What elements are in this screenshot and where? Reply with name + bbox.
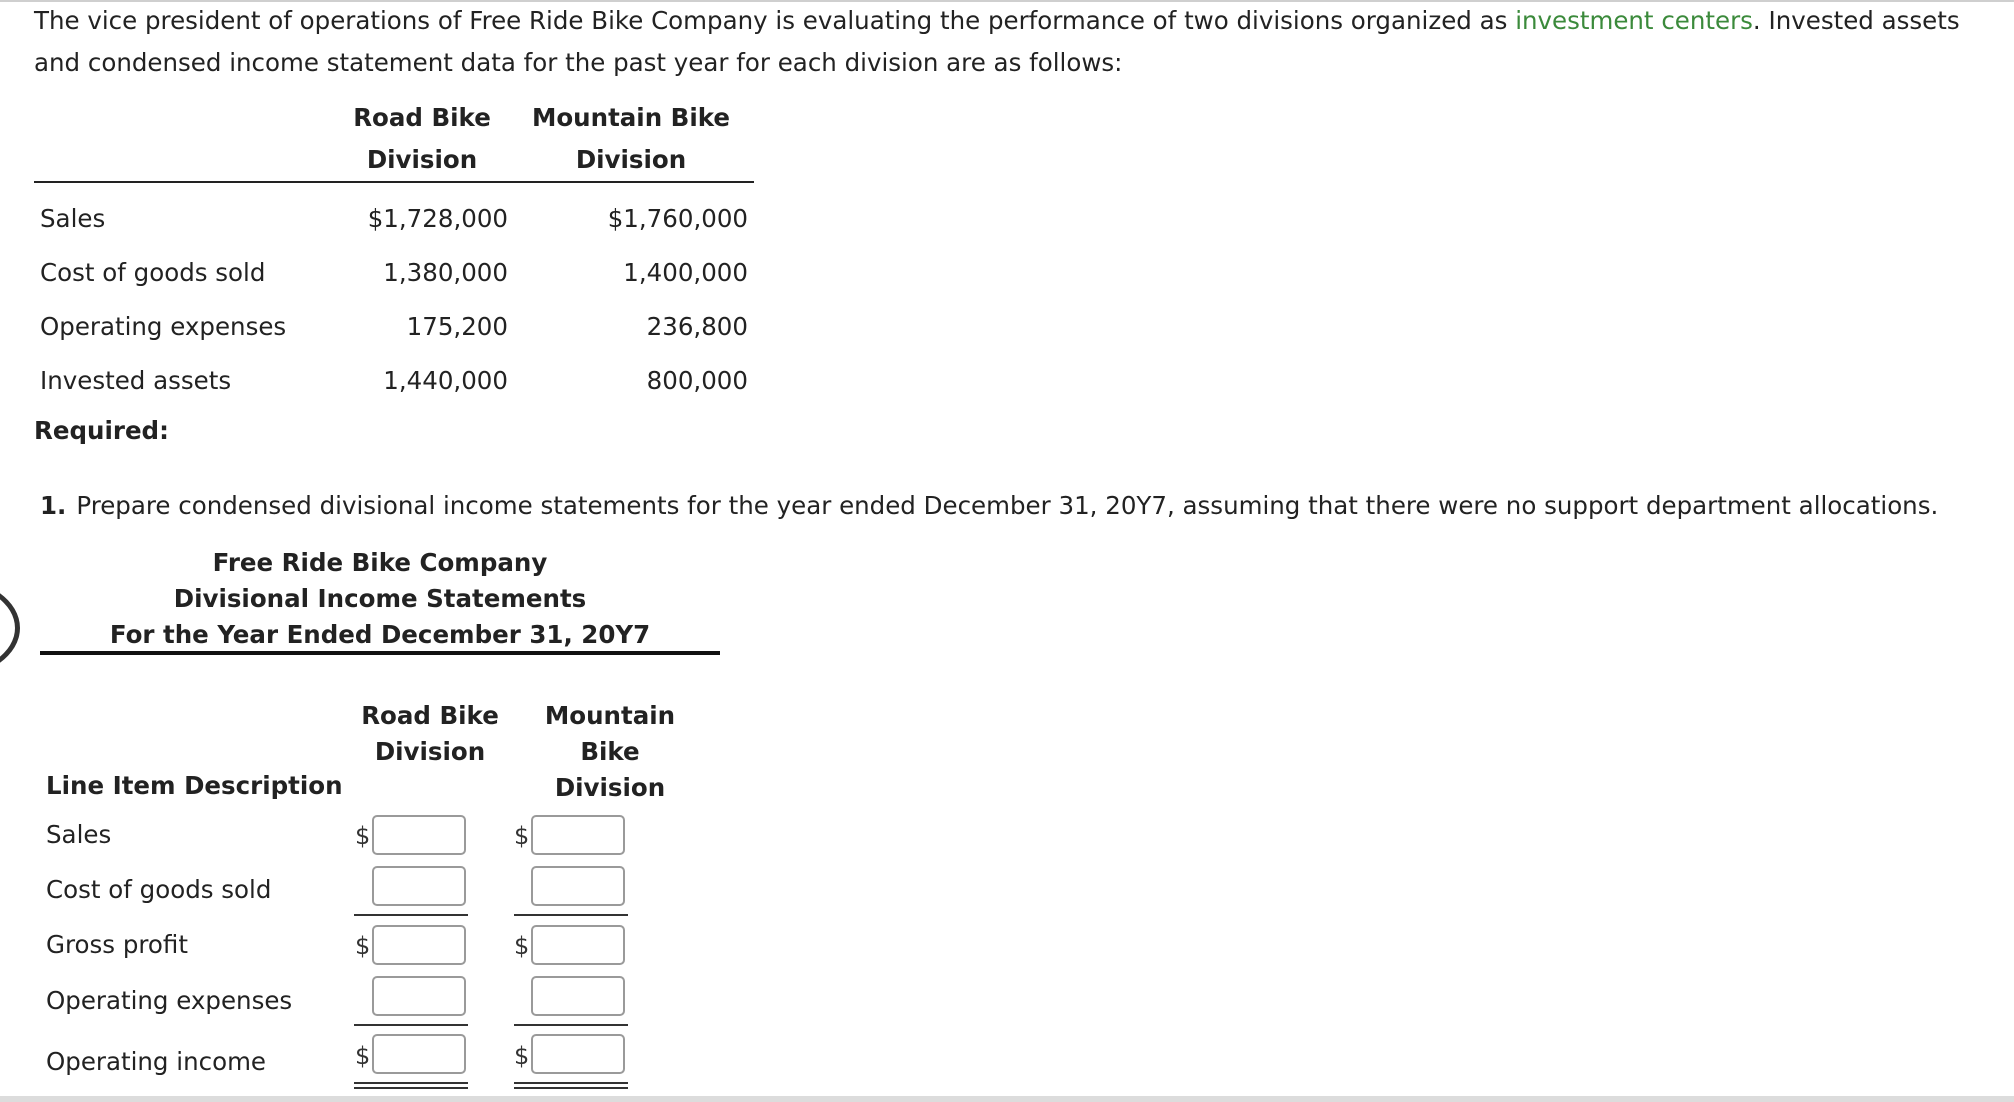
dollar-sign: $ bbox=[355, 822, 371, 850]
operating-income-road-bike-input[interactable] bbox=[372, 1034, 466, 1074]
operating-expenses-mountain-bike-input[interactable] bbox=[531, 976, 625, 1016]
statement-row-label-cogs: Cost of goods sold bbox=[46, 875, 272, 904]
table-row bbox=[34, 245, 754, 299]
road-bike-value: $1,728,000 bbox=[367, 203, 508, 233]
total-double-rule bbox=[354, 1082, 468, 1089]
dollar-sign: $ bbox=[514, 1042, 530, 1070]
nav-circle-icon[interactable] bbox=[0, 578, 20, 678]
bottom-scroll-edge bbox=[0, 1096, 2014, 1102]
road-bike-value: 1,440,000 bbox=[383, 365, 508, 395]
statement-title: Divisional Income Statements bbox=[173, 584, 587, 613]
operating-income-mountain-bike-input[interactable] bbox=[531, 1034, 625, 1074]
road-bike-value: 1,380,000 bbox=[383, 257, 508, 287]
sales-mountain-bike-input[interactable] bbox=[531, 815, 625, 855]
intro-paragraph bbox=[34, 0, 1994, 84]
sales-road-bike-input[interactable] bbox=[372, 815, 466, 855]
row-label: Operating expenses bbox=[40, 311, 287, 341]
required-heading: Required: bbox=[34, 416, 169, 445]
statement-heading-rule bbox=[40, 651, 720, 655]
subtotal-rule bbox=[514, 1024, 628, 1026]
gross-profit-mountain-bike-input[interactable] bbox=[531, 925, 625, 965]
row-label: Invested assets bbox=[40, 365, 232, 395]
dollar-sign: $ bbox=[355, 1042, 371, 1070]
requirement-text: Prepare condensed divisional income statements for the year ended December 31, 20Y7, assuming that there were no support department allocations. bbox=[76, 491, 1939, 520]
statement-col-mountain-bike: Mountain Bike Division bbox=[544, 701, 676, 802]
dollar-sign: $ bbox=[514, 932, 530, 960]
gross-profit-road-bike-input[interactable] bbox=[372, 925, 466, 965]
dollar-sign: $ bbox=[355, 932, 371, 960]
statement-row-label-gross-profit: Gross profit bbox=[46, 930, 188, 959]
intro-text-before: The vice president of operations of Free Ride Bike Company is evaluating the performance of two divisions organized as bbox=[34, 6, 1516, 35]
statement-company: Free Ride Bike Company bbox=[212, 548, 548, 577]
statement-row-label-sales: Sales bbox=[46, 820, 112, 849]
mountain-bike-value: 1,400,000 bbox=[623, 257, 748, 287]
dollar-sign: $ bbox=[514, 822, 530, 850]
subtotal-rule bbox=[514, 914, 628, 916]
line-item-description-header: Line Item Description bbox=[46, 771, 343, 800]
cogs-mountain-bike-input[interactable] bbox=[531, 866, 625, 906]
statement-row-label-operating-income: Operating income bbox=[46, 1047, 267, 1076]
mountain-bike-value: 800,000 bbox=[646, 365, 748, 395]
table-row bbox=[34, 299, 754, 353]
subtotal-rule bbox=[354, 914, 468, 916]
mountain-bike-value: 236,800 bbox=[646, 311, 748, 341]
requirement-1 bbox=[40, 491, 1938, 520]
requirement-number: 1. bbox=[40, 491, 67, 520]
statement-period: For the Year Ended December 31, 20Y7 bbox=[109, 620, 651, 649]
row-label: Cost of goods sold bbox=[40, 257, 266, 287]
given-header-mountain-bike: Mountain Bike Division bbox=[508, 97, 754, 182]
operating-expenses-road-bike-input[interactable] bbox=[372, 976, 466, 1016]
given-data-table bbox=[34, 97, 754, 407]
statement-row-label-operating-expenses: Operating expenses bbox=[46, 986, 293, 1015]
statement-heading bbox=[40, 545, 720, 653]
total-double-rule bbox=[514, 1082, 628, 1089]
row-label: Sales bbox=[40, 203, 106, 233]
investment-centers-link[interactable]: investment centers bbox=[1515, 6, 1753, 35]
table-row bbox=[34, 353, 754, 407]
given-label-header bbox=[34, 97, 336, 182]
mountain-bike-value: $1,760,000 bbox=[607, 203, 748, 233]
subtotal-rule bbox=[354, 1024, 468, 1026]
statement-col-road-bike: Road Bike Division bbox=[361, 701, 499, 766]
given-header-road-bike: Road Bike Division bbox=[336, 97, 508, 182]
road-bike-value: 175,200 bbox=[406, 311, 508, 341]
table-row bbox=[34, 182, 754, 245]
cogs-road-bike-input[interactable] bbox=[372, 866, 466, 906]
intro-text-after: . Invested assets and condensed income statement data for the past year for each division are as follows: bbox=[34, 6, 1960, 77]
